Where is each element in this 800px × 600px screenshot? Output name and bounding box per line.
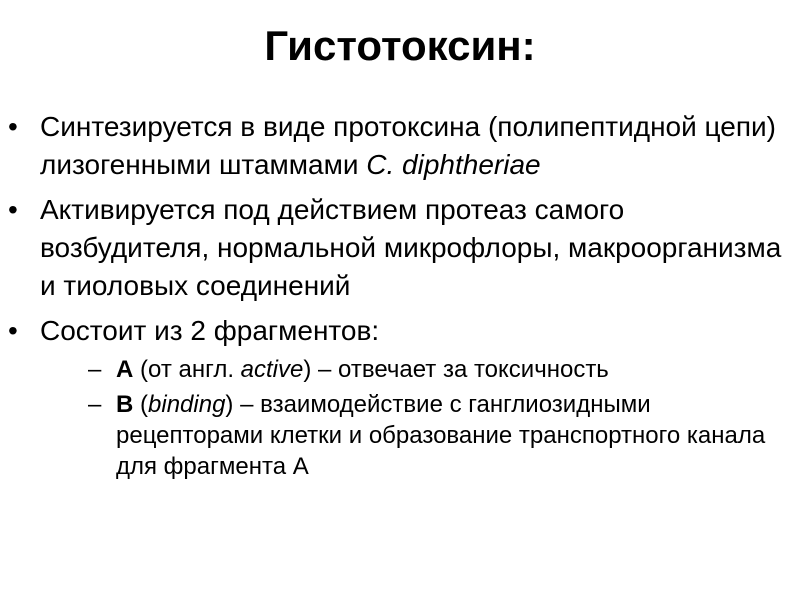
bullet-italic-text: C. diphtheriae — [366, 149, 541, 180]
bullet-item-activation — [0, 191, 800, 305]
sub-marker: – — [88, 356, 102, 383]
sub-text-post: ) – взаимодействие с ганглиозидными рецепторами клетки и образование транспортного канала для фрагмента А — [116, 391, 766, 480]
bullet-item-synthesis — [0, 108, 800, 184]
bullet-text: Синтезируется в виде протоксина (полипептидной цепи) лизогенными штаммами — [40, 111, 776, 180]
bullet-marker: • — [8, 194, 18, 225]
sub-text-pre: ( — [133, 391, 149, 418]
sub-text-italic: binding — [148, 391, 226, 418]
sub-marker: – — [88, 391, 102, 418]
sub-item-fragment-b — [40, 389, 784, 482]
fragment-letter: В — [116, 391, 134, 418]
bullet-text: Активируется под действием протеаз самого возбудителя, нормальной микрофлоры, макроорганизма и тиоловых соединений — [40, 194, 782, 301]
sub-text-pre: (от англ. — [133, 356, 241, 383]
bullet-list — [0, 108, 800, 489]
slide-title: Гистотоксин: — [264, 22, 536, 69]
bullet-marker: • — [8, 111, 18, 142]
sub-text-post: ) – отвечает за токсичность — [303, 356, 609, 383]
bullet-item-fragments — [0, 312, 800, 482]
sub-item-fragment-a — [40, 354, 784, 385]
sub-list — [40, 354, 784, 482]
bullet-marker: • — [8, 315, 18, 346]
sub-text-italic: active — [240, 356, 304, 383]
fragment-letter: А — [116, 356, 134, 383]
bullet-text: Состоит из 2 фрагментов: — [40, 315, 380, 346]
